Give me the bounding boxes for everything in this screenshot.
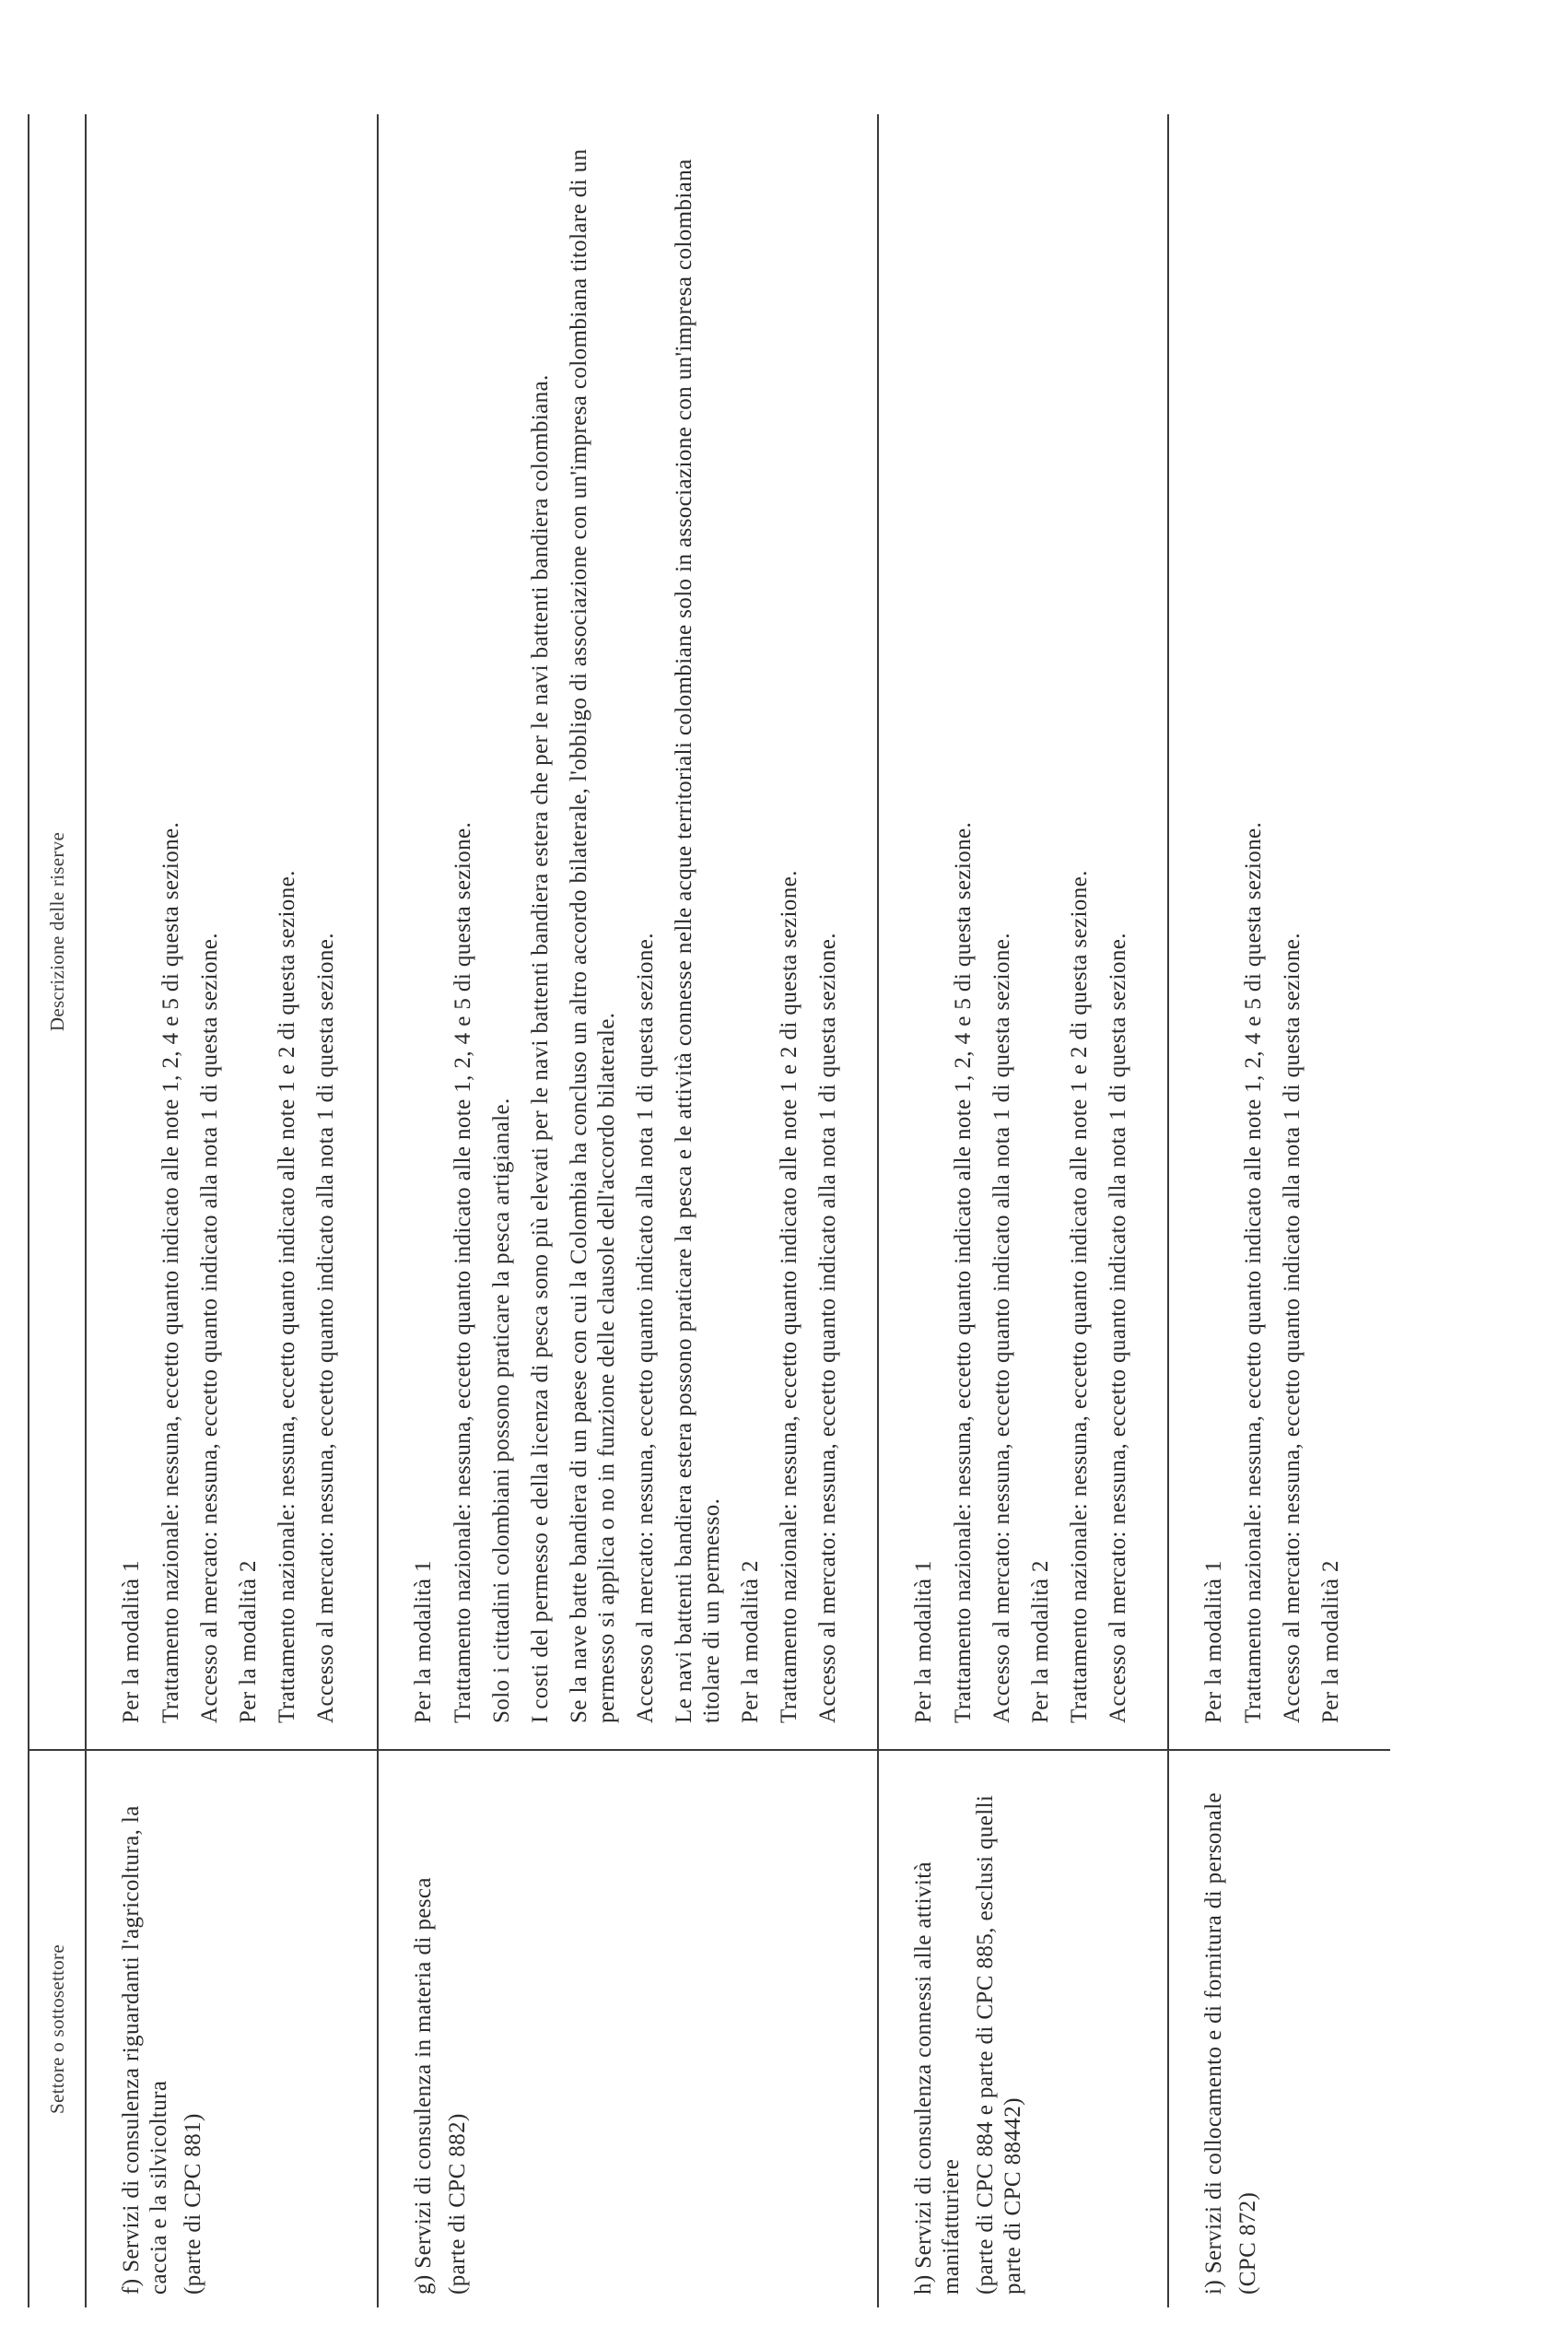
description-line: Per la modalità 1 [911,1560,936,1723]
sector-title: h) Servizi di consulenza connessi alle attività manifatturiere [911,1861,964,2295]
description-line: Per la modalità 2 [738,1560,763,1723]
description-line: Trattamento nazionale: nessuna, eccetto quanto indicato alle note 1 e 2 di questa sezione. [777,870,802,1723]
sector-cpc: (parte di CPC 882) [445,2113,470,2295]
sector-cpc: (parte di CPC 881) [181,2113,205,2295]
description-line: Trattamento nazionale: nessuna, eccetto quanto indicato alle note 1 e 2 di questa sezione. [275,870,299,1723]
description-line: Trattamento nazionale: nessuna, eccetto quanto indicato alle note 1, 2, 4 e 5 di questa sezione. [951,821,976,1723]
description-line: Trattamento nazionale: nessuna, eccetto quanto indicato alle note 1 e 2 di questa sezione. [1067,870,1092,1723]
description-line: Per la modalità 1 [411,1560,436,1723]
reservations-table [28,114,1390,2307]
sector-cell [86,1750,378,2307]
description-line: Per la modalità 2 [1318,1560,1343,1723]
sector-title: f) Servizi di consulenza riguardanti l'agricoltura, la caccia e la silvicoltura [119,1805,171,2295]
description-line: Trattamento nazionale: nessuna, eccetto quanto indicato alle note 1, 2, 4 e 5 di questa sezione. [158,821,183,1723]
description-line: Accesso al mercato: nessuna, eccetto quanto indicato alla nota 1 di questa sezione. [197,933,222,1723]
description-line: Solo i cittadini colombiani possono praticare la pesca artigianale. [489,1098,514,1723]
description-line: Accesso al mercato: nessuna, eccetto quanto indicato alla nota 1 di questa sezione. [1280,933,1305,1723]
sector-cpc: (CPC 872) [1235,2191,1260,2295]
table-row [86,114,378,2307]
table-row [378,114,878,2307]
sector-cell [878,1750,1168,2307]
description-cell [878,114,1168,1750]
description-line: I costi del permesso e della licenza di pesca sono più elevati per le navi battenti bandiera estera che per le navi battenti bandiera colombiana. [528,374,553,1723]
sector-title: g) Servizi di consulenza in materia di pesca [411,1877,436,2295]
description-line: Trattamento nazionale: nessuna, eccetto quanto indicato alle note 1, 2, 4 e 5 di questa sezione. [1241,821,1266,1723]
sector-cell [1168,1750,1390,2307]
description-line: Le navi battenti bandiera estera possono praticare la pesca e le attività connesse nelle acque territoriali colombiane solo in associazione con un'impresa colombiana titolare di un permesso. [672,158,724,1723]
sector-title: i) Servizi di collocamento e di fornitura di personale [1201,1791,1226,2295]
header-sector: Settore o sottosettore [29,1750,86,2307]
sector-cpc: (parte di CPC 884 e parte di CPC 885, esclusi quelli parte di CPC 88442) [973,1794,1025,2295]
description-line: Trattamento nazionale: nessuna, eccetto quanto indicato alle note 1, 2, 4 e 5 di questa sezione. [451,821,475,1723]
description-line: Per la modalità 1 [1201,1560,1226,1723]
table-row [1168,114,1390,2307]
description-cell [1168,114,1390,1750]
sector-cell [378,1750,878,2307]
description-line: Per la modalità 2 [1028,1560,1053,1723]
header-description: Descrizione delle riserve [29,114,86,1750]
description-line: Se la nave batte bandiera di un paese con cui la Colombia ha concluso un altro accordo bilaterale, l'obbligo di associazione con un'impresa colombiana titolare di un permesso si applica o no in funzione delle clausole dell'accordo bilaterale. [567,148,619,1723]
description-line: Per la modalità 2 [236,1560,261,1723]
description-line: Per la modalità 1 [119,1560,144,1723]
description-line: Accesso al mercato: nessuna, eccetto quanto indicato alla nota 1 di questa sezione. [1106,933,1130,1723]
table-row [878,114,1168,2307]
description-line: Accesso al mercato: nessuna, eccetto quanto indicato alla nota 1 di questa sezione. [633,933,658,1723]
description-line: Accesso al mercato: nessuna, eccetto quanto indicato alla nota 1 di questa sezione. [989,933,1014,1723]
description-line: Accesso al mercato: nessuna, eccetto quanto indicato alla nota 1 di questa sezione. [815,933,840,1723]
description-cell [86,114,378,1750]
description-cell [378,114,878,1750]
description-line: Accesso al mercato: nessuna, eccetto quanto indicato alla nota 1 di questa sezione. [313,933,338,1723]
table-header-row [29,114,86,2307]
